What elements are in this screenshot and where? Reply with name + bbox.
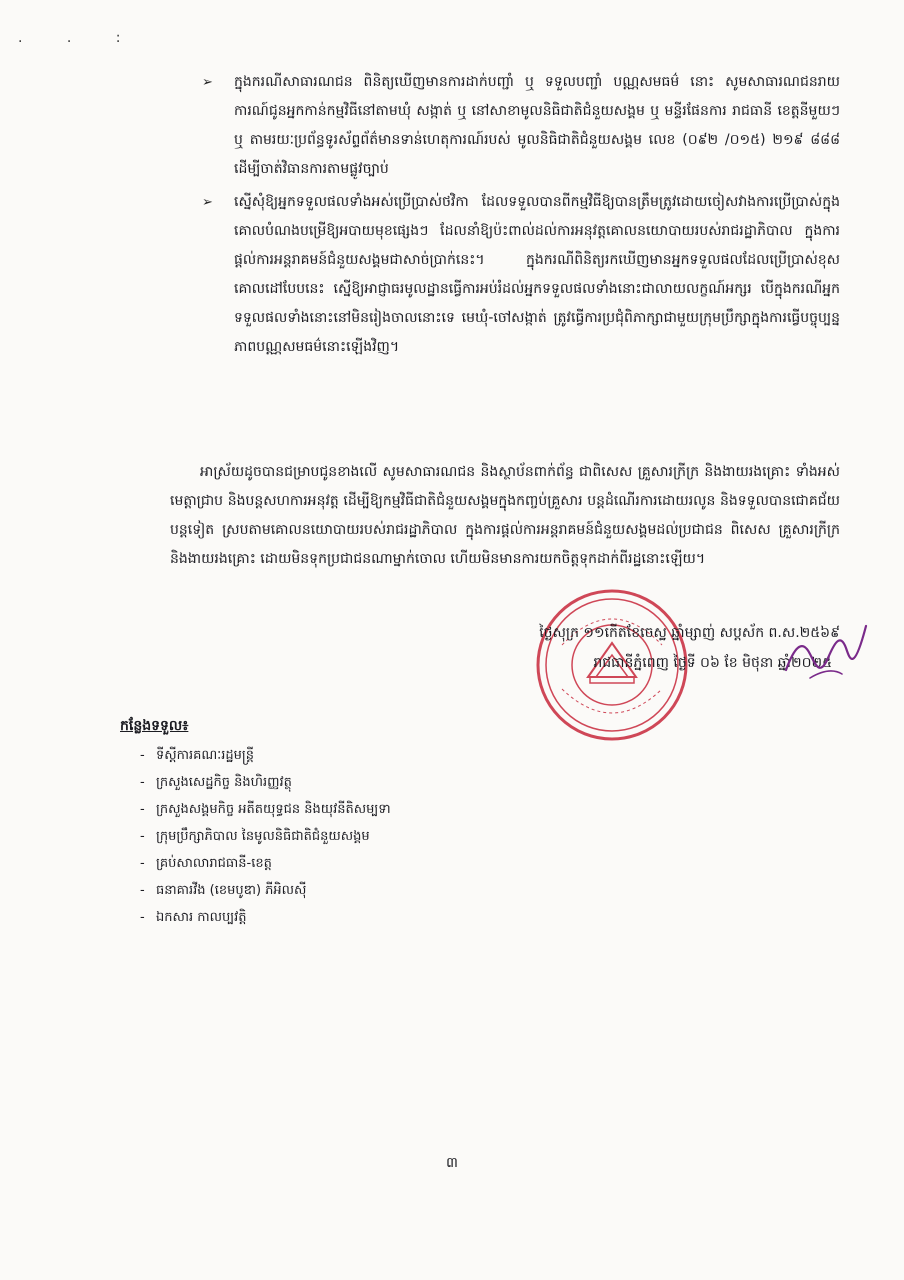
closing-paragraph: អាស្រ័យដូចបានជម្រាបជូនខាងលើ សូមសាធារណជន និងស្ថាប័នពាក់ព័ន្ធ ជាពិសេស គ្រួសារក្រីក្រ និងងាយរងគ្រោះ ទាំងអស់មេត្តាជ្រាប និងបន្តសហការអនុវត្ត ដើម្បីឱ្យកម្មវិធីជាតិជំនួយសង្គមក្នុងកញ្ចប់គ្រួសារ បន្តដំណើរការដោយរលូន និងទទួលបានជោគជ័យបន្តទៀត ស្របតាមគោលនយោបាយរបស់រាជរដ្ឋាភិបាល ក្នុងការផ្តល់ការអន្តរាគមន៍ជំនួយសង្គមដល់ប្រជាជន ពិសេស គ្រួសារក្រីក្រ និងងាយរងគ្រោះ ដោយមិនទុកប្រជាជនណាម្នាក់ចោល ហើយមិនមានការយកចិត្តទុកដាក់ពីរដ្ឋនោះឡើយ។ (170, 464, 840, 567)
date-lunar: ថ្ងៃសុក្រ ១១កើតខែចេស្ឋ ឆ្នាំម្សាញ់ សប្តស័ក ព.ស.២៥៦៩ (539, 625, 840, 641)
recipient-label: ក្រសួងសង្គមកិច្ច អតីតយុទ្ធជន និងយុវនីតិសម្បទា (156, 802, 391, 817)
arrowhead-icon: ➢ (202, 75, 213, 90)
signature-mark (780, 618, 870, 688)
recipient-label: ទីស្តីការគណៈរដ្ឋមន្ត្រី (156, 748, 254, 763)
list-item: - ក្រុមប្រឹក្សាភិបាល នៃមូលនិធិជាតិជំនួយសង្គម (140, 829, 370, 844)
list-item: - គ្រប់សាលារាជធានី-ខេត្ត (140, 856, 272, 871)
page-number: ៣ (446, 1155, 458, 1171)
list-item: - ទីស្តីការគណៈរដ្ឋមន្ត្រី (140, 748, 254, 763)
recipients-list (140, 742, 391, 931)
list-item: - ក្រសួងសង្គមកិច្ច អតីតយុទ្ធជន និងយុវនីតិសម្បទា (140, 802, 391, 817)
date-solar: រាជធានីភ្នំពេញ ថ្ងៃទី ០៦ ខែ មិថុនា ឆ្នាំ២០២៥ (593, 655, 832, 671)
bullet-text-1: ក្នុងករណីសាធារណជន ពិនិត្យឃើញមានការដាក់បញ្ជាំ ឬ ទទួលបញ្ជាំ បណ្ណសមធម៌ នោះ សូមសាធារណជនរាយការណ៍ជូនអ្នកកាន់កម្មវិធីនៅតាមឃុំ សង្កាត់ ឬ នៅសាខាមូលនិធិជាតិជំនួយសង្គម ឬ មន្ទីរផែនការ រាជធានី ខេត្តនីមួយៗ ឬ តាមរយៈប្រព័ន្ធទូរស័ព្ទព័ត៌មានទាន់ហេតុការណ៍របស់ មូលនិធិជាតិជំនួយសង្គម លេខ (០៩២ /០១៥) ២១៩ ៨៨៨ ដើម្បីចាត់វិធានការតាមផ្លូវច្បាប់ (234, 74, 840, 177)
recipient-label: ឯកសារ កាលប្បវត្តិ (156, 910, 247, 925)
list-item: - ឯកសារ កាលប្បវត្តិ (140, 910, 247, 925)
bullet-item-1 (200, 68, 840, 184)
bullet-list (200, 68, 840, 366)
arrowhead-icon: ➢ (202, 195, 213, 210)
bullet-text-2: ស្នើសុំឱ្យអ្នកទទួលផលទាំងអស់ប្រើប្រាស់ថវិកា ដែលទទួលបានពីកម្មវិធីឱ្យបានត្រឹមត្រូវដោយចៀសវាងការប្រើប្រាស់ក្នុងគោលបំណងបម្រើឱ្យអបាយមុខផ្សេងៗ ដែលនាំឱ្យប៉ះពាល់ដល់ការអនុវត្តគោលនយោបាយរបស់រាជរដ្ឋាភិបាល ក្នុងការផ្តល់ការអន្តរាគមន៍ជំនួយសង្គមជាសាច់ប្រាក់នេះ។ ក្នុងករណីពិនិត្យរកឃើញមានអ្នកទទួលផលដែលប្រើប្រាស់ខុសគោលដៅបែបនេះ ស្នើឱ្យអាជ្ញាធរមូលដ្ឋានធ្វើការអប់រំដល់អ្នកទទួលផលទាំងនោះជាលាយលក្ខណ៍អក្សរ បើក្នុងករណីអ្នកទទួលផលទាំងនោះនៅមិនរៀងចាលនោះទេ មេឃុំ-ចៅសង្កាត់ ត្រូវធ្វើការប្រជុំពិភាក្សាជាមួយក្រុមប្រឹក្សាក្នុងការធ្វើបច្ចុប្បន្នភាពបណ្ណសមធម៌នោះឡើងវិញ។ (234, 194, 840, 355)
list-item: - ក្រសួងសេដ្ឋកិច្ច និងហិរញ្ញវត្ថុ (140, 775, 292, 790)
corner-marks: . . : (18, 30, 141, 46)
recipient-label: ក្រុមប្រឹក្សាភិបាល នៃមូលនិធិជាតិជំនួយសង្គម (156, 829, 370, 844)
recipient-label: ធនាគារវីង (ខេមបូឌា) ភីអិលស៊ី (156, 883, 307, 898)
list-item: - ធនាគារវីង (ខេមបូឌា) ភីអិលស៊ី (140, 883, 307, 898)
bullet-item-2 (200, 188, 840, 362)
recipients-title: កន្លែងទទួល៖ (120, 718, 189, 734)
recipient-label: ក្រសួងសេដ្ឋកិច្ច និងហិរញ្ញវត្ថុ (156, 775, 292, 790)
recipient-label: គ្រប់សាលារាជធានី-ខេត្ត (156, 856, 272, 871)
